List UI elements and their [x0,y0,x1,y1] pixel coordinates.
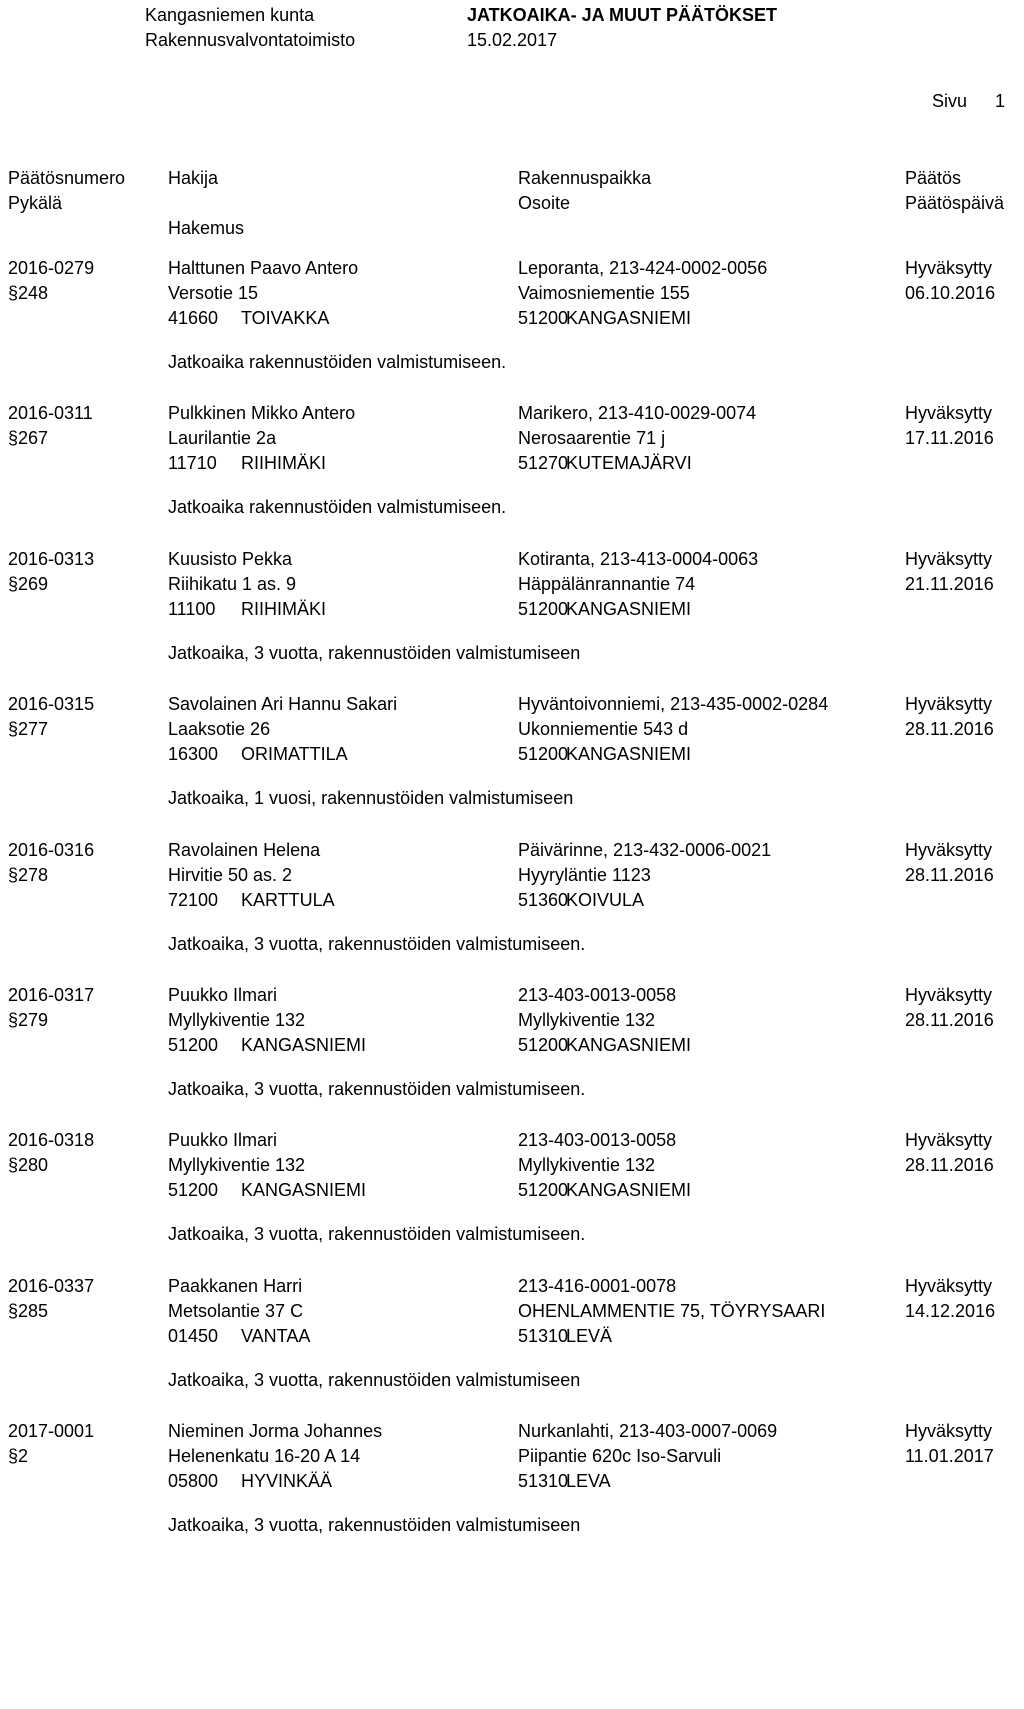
decision-result: Hyväksytty [905,403,993,423]
building-site: 213-403-0013-0058 [518,1130,677,1150]
decision-date: 28.11.2016 [905,865,994,885]
applicant-city: KARTTULA [241,890,335,910]
building-site: Hyväntoivonniemi, 213-435-0002-0284 [518,694,829,714]
applicant-street: Laurilantie 2a [168,428,277,448]
application-description: Jatkoaika, 3 vuotta, rakennustöiden valmistumiseen [168,1515,581,1535]
section-number: §2 [8,1446,29,1466]
decision-result: Hyväksytty [905,549,993,569]
decision-date: 11.01.2017 [905,1446,994,1466]
site-postal-code: 51200 [518,1035,569,1055]
application-description: Jatkoaika, 3 vuotta, rakennustöiden valmistumiseen. [168,934,586,954]
section-number: §280 [8,1155,49,1175]
applicant-postal-code: 11100 [168,599,216,619]
page-number: 1 [995,91,1006,111]
decision-number: 2016-0313 [8,549,95,569]
site-street: Myllykiventie 132 [518,1010,656,1030]
decision-number: 2016-0279 [8,258,95,278]
site-postal-code: 51200 [518,599,569,619]
site-street: Piipantie 620c Iso-Sarvuli [518,1446,722,1466]
applicant-postal-code: 05800 [168,1471,219,1491]
col-decision-date: Päätöspäivä [905,193,1005,213]
applicant-name: Puukko Ilmari [168,1130,278,1150]
col-section: Pykälä [8,193,63,213]
applicant-name: Savolainen Ari Hannu Sakari [168,694,398,714]
application-description: Jatkoaika, 3 vuotta, rakennustöiden valmistumiseen. [168,1224,586,1244]
applicant-city: ORIMATTILA [241,744,348,764]
site-city: KANGASNIEMI [566,308,692,328]
section-number: §285 [8,1301,49,1321]
site-city: KANGASNIEMI [566,744,692,764]
applicant-name: Halttunen Paavo Antero [168,258,359,278]
decision-result: Hyväksytty [905,1421,993,1441]
decision-date: 14.12.2016 [905,1301,996,1321]
section-number: §267 [8,428,49,448]
site-postal-code: 51200 [518,744,569,764]
applicant-street: Laaksotie 26 [168,719,271,739]
decision-result: Hyväksytty [905,1130,993,1150]
building-site: Marikero, 213-410-0029-0074 [518,403,757,423]
applicant-name: Nieminen Jorma Johannes [168,1421,383,1441]
decision-date: 28.11.2016 [905,1155,994,1175]
decision-date: 28.11.2016 [905,1010,994,1030]
section-number: §279 [8,1010,49,1030]
decision-number: 2017-0001 [8,1421,95,1441]
site-postal-code: 51360 [518,890,569,910]
applicant-street: Metsolantie 37 C [168,1301,304,1321]
site-postal-code: 51310 [518,1471,569,1491]
site-street: Vaimosniementie 155 [518,283,690,303]
municipality-name: Kangasniemen kunta [145,5,315,25]
decision-result: Hyväksytty [905,1276,993,1296]
col-application: Hakemus [168,218,245,238]
decision-result: Hyväksytty [905,694,993,714]
applicant-postal-code: 51200 [168,1180,219,1200]
applicant-street: Riihikatu 1 as. 9 [168,574,297,594]
page-label: Sivu [932,91,968,111]
decision-date: 21.11.2016 [905,574,994,594]
decision-number: 2016-0337 [8,1276,95,1296]
document-title: JATKOAIKA- JA MUUT PÄÄTÖKSET [467,5,777,25]
building-site: 213-403-0013-0058 [518,985,677,1005]
decision-date: 06.10.2016 [905,283,996,303]
building-site: Päivärinne, 213-432-0006-0021 [518,840,772,860]
document-date: 15.02.2017 [467,30,558,50]
applicant-street: Helenenkatu 16-20 A 14 [168,1446,361,1466]
applicant-city: HYVINKÄÄ [241,1471,333,1491]
application-description: Jatkoaika rakennustöiden valmistumiseen. [168,352,507,372]
applicant-name: Paakkanen Harri [168,1276,303,1296]
site-street: Myllykiventie 132 [518,1155,656,1175]
building-site: Nurkanlahti, 213-403-0007-0069 [518,1421,778,1441]
decision-date: 28.11.2016 [905,719,994,739]
site-postal-code: 51310 [518,1326,569,1346]
application-description: Jatkoaika, 3 vuotta, rakennustöiden valmistumiseen. [168,1079,586,1099]
site-street: Nerosaarentie 71 j [518,428,666,448]
applicant-city: KANGASNIEMI [241,1035,367,1055]
site-city: LEVÄ [566,1326,613,1346]
site-city: KUTEMAJÄRVI [566,453,692,473]
applicant-name: Puukko Ilmari [168,985,278,1005]
section-number: §269 [8,574,49,594]
applicant-street: Hirvitie 50 as. 2 [168,865,293,885]
office-name: Rakennusvalvontatoimisto [145,30,356,50]
decision-number: 2016-0315 [8,694,95,714]
application-description: Jatkoaika, 1 vuosi, rakennustöiden valmistumiseen [168,788,574,808]
col-address: Osoite [518,193,571,213]
applicant-postal-code: 11710 [168,453,217,473]
site-city: KOIVULA [566,890,645,910]
applicant-name: Pulkkinen Mikko Antero [168,403,356,423]
building-site: Leporanta, 213-424-0002-0056 [518,258,768,278]
applicant-name: Ravolainen Helena [168,840,321,860]
section-number: §277 [8,719,49,739]
col-decision: Päätös [905,168,962,188]
applicant-street: Versotie 15 [168,283,259,303]
site-street: OHENLAMMENTIE 75, TÖYRYSAARI [518,1301,826,1321]
site-city: KANGASNIEMI [566,599,692,619]
applicant-name: Kuusisto Pekka [168,549,293,569]
decision-number: 2016-0316 [8,840,95,860]
applicant-city: VANTAA [241,1326,311,1346]
section-number: §278 [8,865,49,885]
applicant-street: Myllykiventie 132 [168,1010,306,1030]
col-site: Rakennuspaikka [518,168,652,188]
site-street: Häppälänrannantie 74 [518,574,696,594]
applicant-postal-code: 72100 [168,890,219,910]
decision-result: Hyväksytty [905,840,993,860]
decision-date: 17.11.2016 [905,428,994,448]
application-description: Jatkoaika rakennustöiden valmistumiseen. [168,497,507,517]
site-postal-code: 51270 [518,453,569,473]
applicant-postal-code: 41660 [168,308,219,328]
application-description: Jatkoaika, 3 vuotta, rakennustöiden valmistumiseen [168,643,581,663]
decision-result: Hyväksytty [905,258,993,278]
applicant-city: RIIHIMÄKI [241,453,327,473]
site-city: LEVA [566,1471,611,1491]
applicant-city: KANGASNIEMI [241,1180,367,1200]
building-site: Kotiranta, 213-413-0004-0063 [518,549,759,569]
section-number: §248 [8,283,49,303]
decision-result: Hyväksytty [905,985,993,1005]
decision-number: 2016-0311 [8,403,93,423]
applicant-street: Myllykiventie 132 [168,1155,306,1175]
applicant-city: RIIHIMÄKI [241,599,327,619]
col-decision-number: Päätösnumero [8,168,126,188]
site-city: KANGASNIEMI [566,1180,692,1200]
applicant-postal-code: 01450 [168,1326,219,1346]
decision-record [0,1419,1024,1709]
decision-number: 2016-0318 [8,1130,95,1150]
building-site: 213-416-0001-0078 [518,1276,677,1296]
applicant-city: TOIVAKKA [241,308,330,328]
applicant-postal-code: 16300 [168,744,219,764]
applicant-postal-code: 51200 [168,1035,219,1055]
application-description: Jatkoaika, 3 vuotta, rakennustöiden valmistumiseen [168,1370,581,1390]
decision-number: 2016-0317 [8,985,95,1005]
site-street: Ukonniementie 543 d [518,719,689,739]
site-postal-code: 51200 [518,308,569,328]
col-applicant: Hakija [168,168,219,188]
site-city: KANGASNIEMI [566,1035,692,1055]
site-street: Hyyryläntie 1123 [518,865,651,885]
site-postal-code: 51200 [518,1180,569,1200]
